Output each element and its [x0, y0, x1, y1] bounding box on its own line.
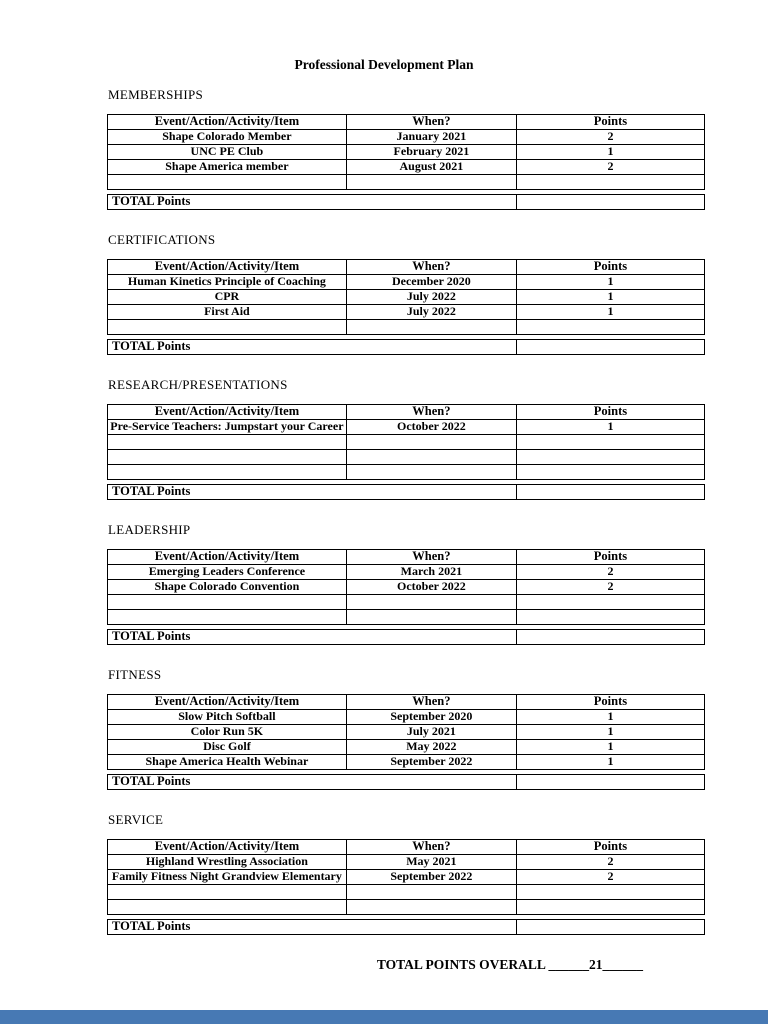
table-row	[108, 755, 705, 770]
section-heading: FITNESS	[108, 667, 162, 682]
cell-when	[346, 435, 516, 450]
table-row	[108, 290, 705, 305]
column-header: When?	[346, 840, 516, 855]
cell-points: 1	[516, 710, 704, 725]
header-row	[108, 115, 705, 130]
overall-total-line	[107, 957, 643, 973]
table-row	[108, 855, 705, 870]
total-points-value	[516, 485, 704, 500]
cell-points: 1	[516, 420, 704, 435]
column-header: Points	[516, 550, 704, 565]
column-header: When?	[346, 695, 516, 710]
cell-item: Shape America Health Webinar	[108, 755, 347, 770]
cell-item	[108, 610, 347, 625]
cell-points: 1	[516, 725, 704, 740]
overall-blank-left: ______	[545, 957, 589, 972]
section-heading: LEADERSHIP	[108, 522, 191, 537]
column-header: Points	[516, 260, 704, 275]
table-row	[108, 450, 705, 465]
table-row	[108, 725, 705, 740]
table-row	[108, 870, 705, 885]
cell-points	[516, 320, 704, 335]
table-row	[108, 900, 705, 915]
header-row	[108, 405, 705, 420]
header-row	[108, 840, 705, 855]
table-row	[108, 320, 705, 335]
column-header: Event/Action/Activity/Item	[108, 695, 347, 710]
cell-when	[346, 610, 516, 625]
cell-item: Family Fitness Night Grandview Elementary	[108, 870, 347, 885]
viewer-bottom-bar	[0, 1010, 768, 1024]
column-header: Event/Action/Activity/Item	[108, 115, 347, 130]
cell-when	[346, 320, 516, 335]
total-points-label: TOTAL Points	[108, 340, 517, 355]
cell-item: UNC PE Club	[108, 145, 347, 160]
cell-item	[108, 885, 347, 900]
cell-item: Shape America member	[108, 160, 347, 175]
cell-item: Color Run 5K	[108, 725, 347, 740]
table-row	[108, 595, 705, 610]
cell-points: 1	[516, 305, 704, 320]
cell-points: 1	[516, 755, 704, 770]
column-header: Points	[516, 405, 704, 420]
cell-item: Human Kinetics Principle of Coaching	[108, 275, 347, 290]
cell-when	[346, 900, 516, 915]
cell-when: March 2021	[346, 565, 516, 580]
cell-item: Highland Wrestling Association	[108, 855, 347, 870]
cell-when	[346, 885, 516, 900]
section-table	[107, 839, 705, 915]
cell-when	[346, 450, 516, 465]
cell-item: Pre-Service Teachers: Jumpstart your Career	[108, 420, 347, 435]
table-row	[108, 130, 705, 145]
cell-item: First Aid	[108, 305, 347, 320]
total-row	[108, 340, 705, 355]
table-row	[108, 160, 705, 175]
table-row	[108, 275, 705, 290]
column-header: Event/Action/Activity/Item	[108, 550, 347, 565]
section-heading: RESEARCH/PRESENTATIONS	[108, 377, 288, 392]
cell-points	[516, 900, 704, 915]
column-header: Event/Action/Activity/Item	[108, 840, 347, 855]
cell-when: September 2020	[346, 710, 516, 725]
cell-points	[516, 885, 704, 900]
total-row-table	[107, 339, 705, 355]
overall-total-label: TOTAL POINTS OVERALL	[376, 957, 546, 972]
total-row	[108, 775, 705, 790]
cell-when: May 2021	[346, 855, 516, 870]
cell-points: 2	[516, 565, 704, 580]
column-header: Event/Action/Activity/Item	[108, 405, 347, 420]
total-row-table	[107, 194, 705, 210]
cell-points	[516, 595, 704, 610]
cell-item	[108, 435, 347, 450]
cell-item: Emerging Leaders Conference	[108, 565, 347, 580]
cell-when: December 2020	[346, 275, 516, 290]
cell-points: 2	[516, 870, 704, 885]
section-leadership	[107, 522, 705, 645]
cell-when	[346, 175, 516, 190]
total-row	[108, 195, 705, 210]
cell-when: July 2021	[346, 725, 516, 740]
section-heading: SERVICE	[108, 812, 164, 827]
cell-when: July 2022	[346, 290, 516, 305]
table-row	[108, 145, 705, 160]
cell-item: CPR	[108, 290, 347, 305]
cell-when: July 2022	[346, 305, 516, 320]
cell-when: May 2022	[346, 740, 516, 755]
cell-points: 1	[516, 290, 704, 305]
total-points-label: TOTAL Points	[108, 630, 517, 645]
section-fitness	[107, 667, 705, 790]
cell-points: 2	[516, 130, 704, 145]
total-points-value	[516, 340, 704, 355]
document-title: Professional Development Plan	[294, 57, 474, 72]
total-points-value	[516, 630, 704, 645]
total-points-label: TOTAL Points	[108, 920, 517, 935]
section-memberships	[107, 87, 705, 210]
total-points-label: TOTAL Points	[108, 485, 517, 500]
table-row	[108, 565, 705, 580]
cell-item	[108, 320, 347, 335]
section-heading: CERTIFICATIONS	[108, 232, 216, 247]
cell-when: January 2021	[346, 130, 516, 145]
cell-points: 1	[516, 145, 704, 160]
column-header: When?	[346, 260, 516, 275]
table-row	[108, 580, 705, 595]
column-header: Event/Action/Activity/Item	[108, 260, 347, 275]
cell-points: 2	[516, 580, 704, 595]
cell-item	[108, 175, 347, 190]
cell-points: 1	[516, 740, 704, 755]
cell-when: October 2022	[346, 420, 516, 435]
column-header: Points	[516, 840, 704, 855]
total-row-table	[107, 919, 705, 935]
cell-points	[516, 175, 704, 190]
table-row	[108, 885, 705, 900]
section-table	[107, 114, 705, 190]
section-table	[107, 404, 705, 480]
total-row	[108, 485, 705, 500]
cell-points	[516, 450, 704, 465]
total-row	[108, 920, 705, 935]
total-points-label: TOTAL Points	[108, 195, 517, 210]
column-header: Points	[516, 115, 704, 130]
cell-item	[108, 595, 347, 610]
section-table	[107, 259, 705, 335]
cell-item: Slow Pitch Softball	[108, 710, 347, 725]
cell-when: August 2021	[346, 160, 516, 175]
table-row	[108, 610, 705, 625]
table-row	[108, 710, 705, 725]
total-row-table	[107, 774, 705, 790]
header-row	[108, 695, 705, 710]
section-research-presentations	[107, 377, 705, 500]
total-points-value	[516, 775, 704, 790]
cell-item	[108, 900, 347, 915]
cell-when: October 2022	[346, 580, 516, 595]
cell-item	[108, 450, 347, 465]
table-row	[108, 305, 705, 320]
section-heading: MEMBERSHIPS	[108, 87, 204, 102]
cell-when: February 2021	[346, 145, 516, 160]
table-row	[108, 740, 705, 755]
cell-points	[516, 435, 704, 450]
total-points-value	[516, 920, 704, 935]
total-row	[108, 630, 705, 645]
column-header: When?	[346, 405, 516, 420]
section-certifications	[107, 232, 705, 355]
cell-points	[516, 610, 704, 625]
header-row	[108, 550, 705, 565]
total-points-label: TOTAL Points	[108, 775, 517, 790]
cell-points: 2	[516, 160, 704, 175]
table-row	[108, 465, 705, 480]
header-row	[108, 260, 705, 275]
cell-points: 2	[516, 855, 704, 870]
table-row	[108, 435, 705, 450]
column-header: When?	[346, 550, 516, 565]
overall-blank-right: ______	[602, 957, 643, 972]
total-points-value	[516, 195, 704, 210]
column-header: Points	[516, 695, 704, 710]
cell-points	[516, 465, 704, 480]
cell-item: Disc Golf	[108, 740, 347, 755]
section-service	[107, 812, 705, 935]
total-row-table	[107, 484, 705, 500]
sections-container	[107, 87, 705, 935]
cell-item: Shape Colorado Convention	[108, 580, 347, 595]
section-table	[107, 694, 705, 770]
cell-item: Shape Colorado Member	[108, 130, 347, 145]
document-content	[107, 87, 705, 973]
section-table	[107, 549, 705, 625]
table-row	[108, 420, 705, 435]
overall-total-value: 21	[589, 957, 603, 972]
cell-when	[346, 595, 516, 610]
table-row	[108, 175, 705, 190]
cell-when: September 2022	[346, 870, 516, 885]
total-row-table	[107, 629, 705, 645]
cell-when: September 2022	[346, 755, 516, 770]
cell-item	[108, 465, 347, 480]
cell-when	[346, 465, 516, 480]
cell-points: 1	[516, 275, 704, 290]
column-header: When?	[346, 115, 516, 130]
